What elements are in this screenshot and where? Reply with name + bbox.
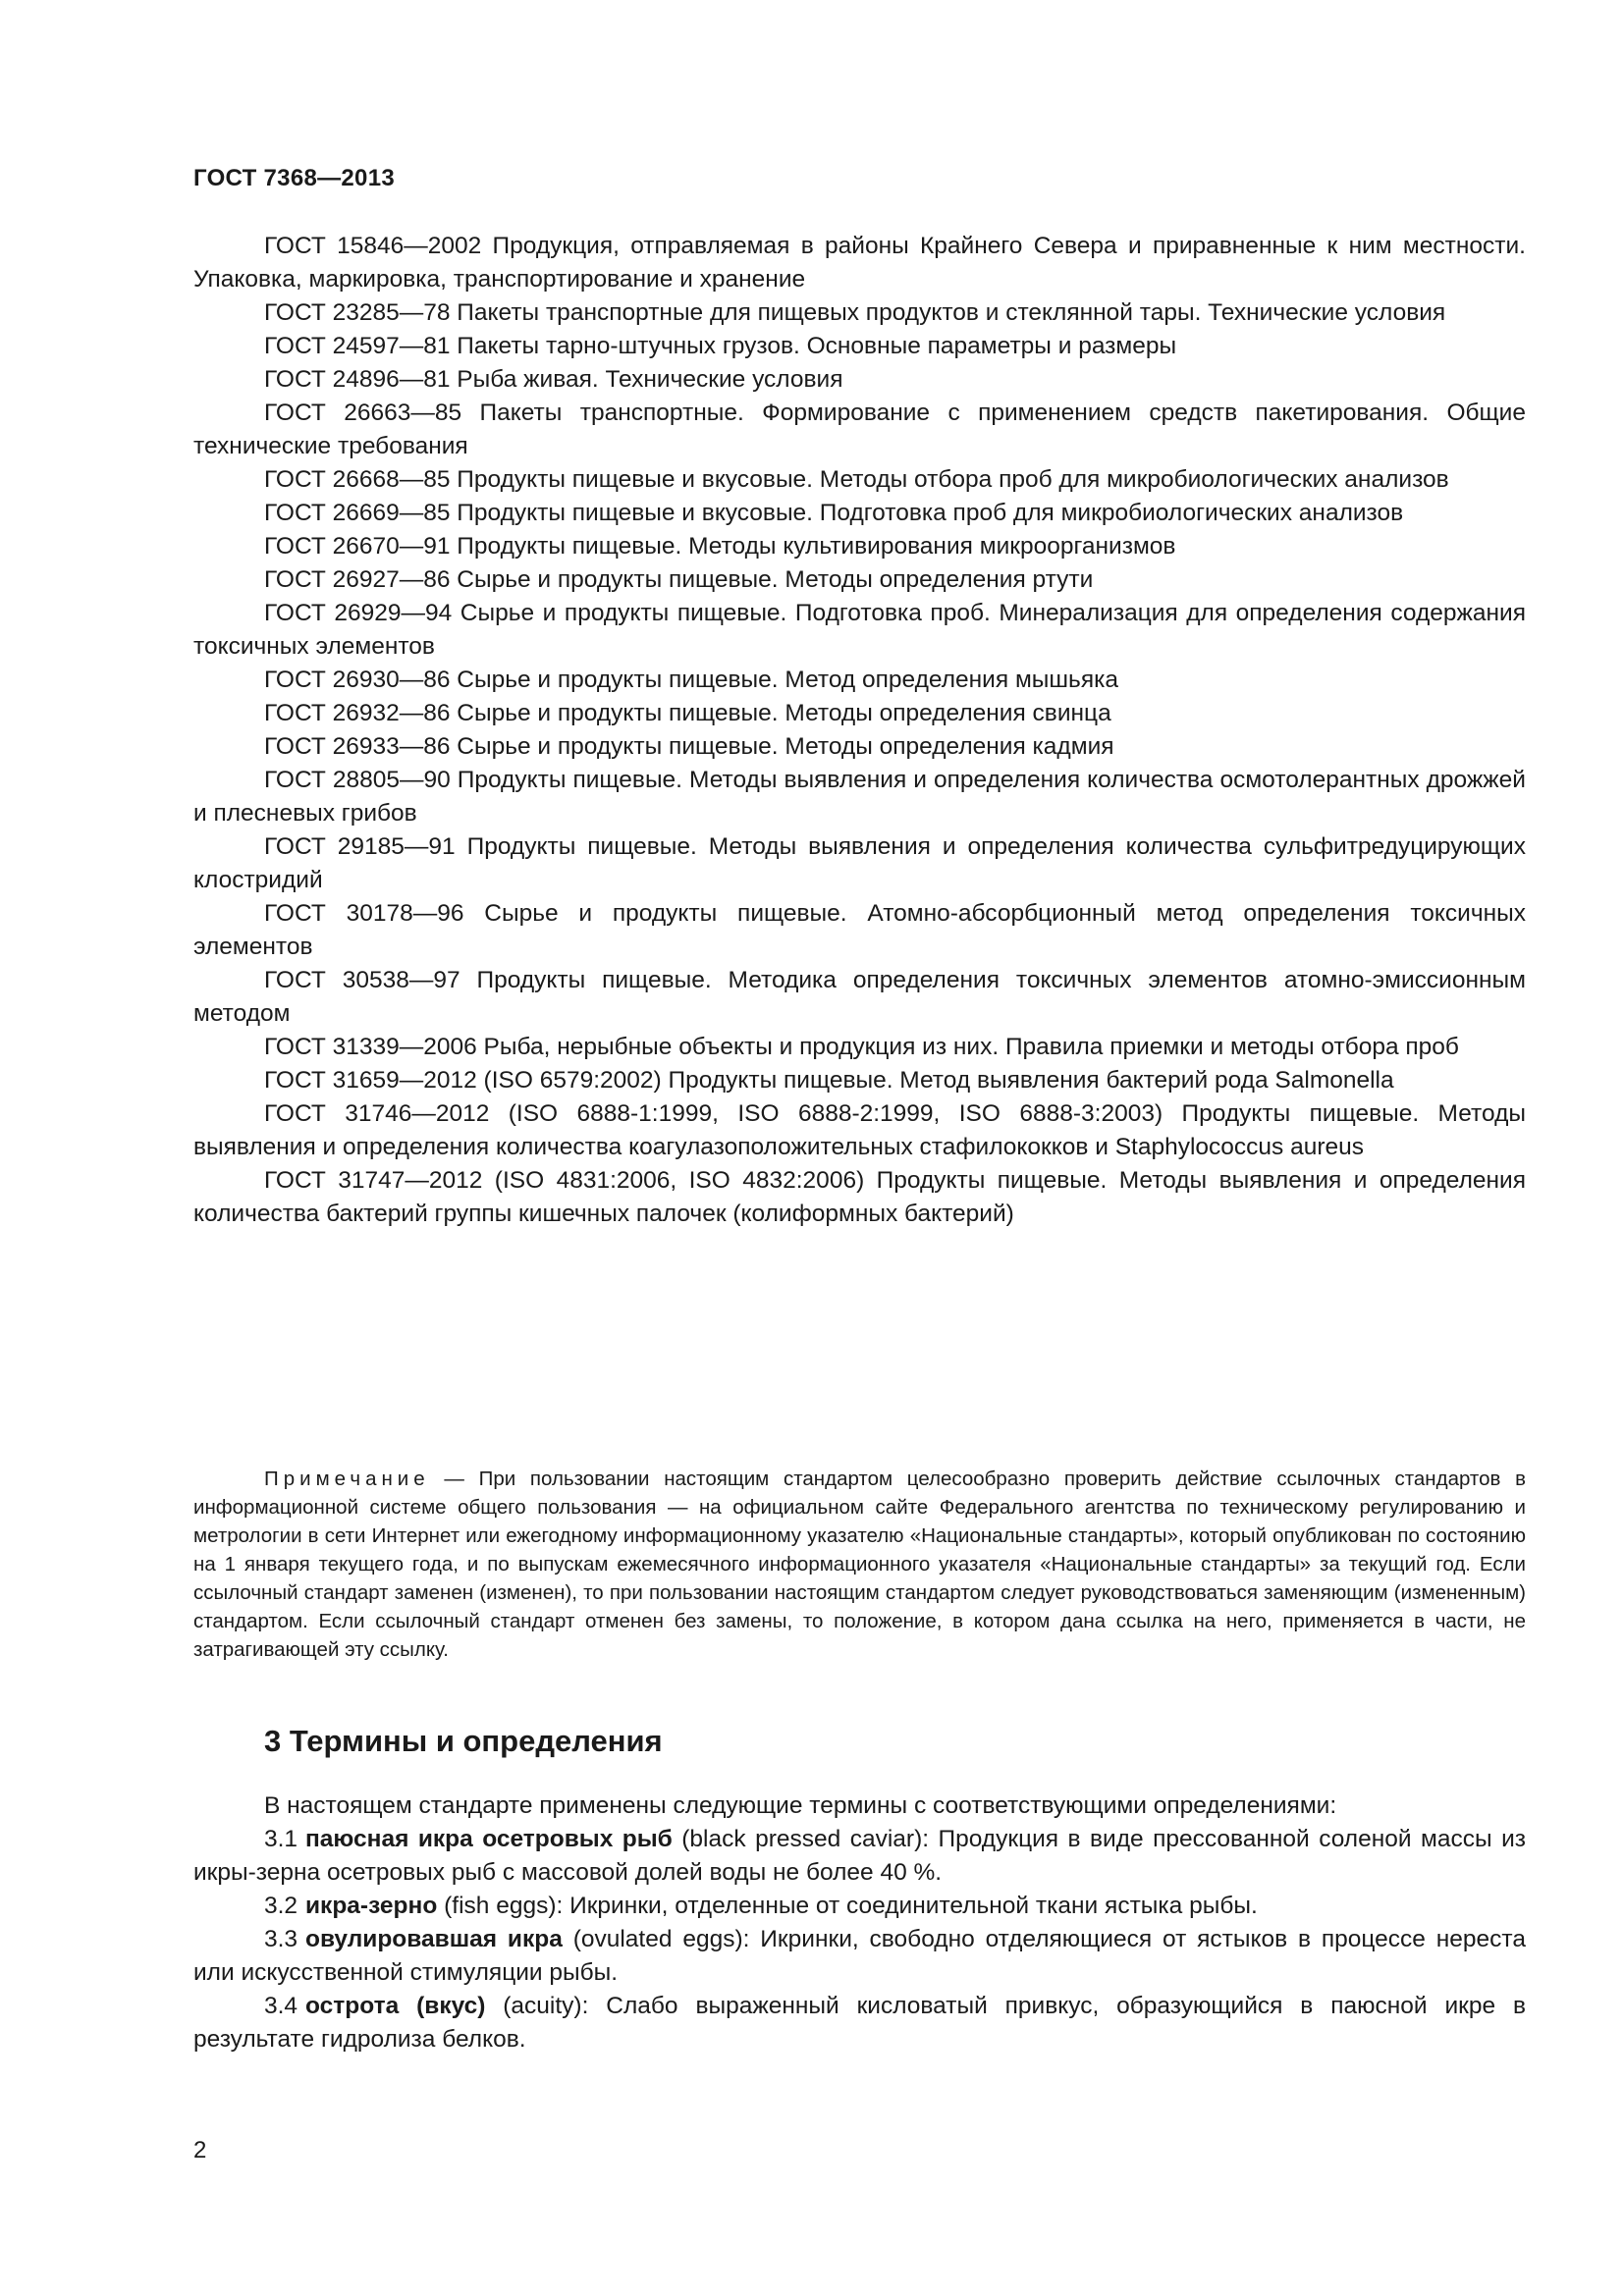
term-definition: (acuity): Слабо выраженный кисловатый привкус, образующийся в паюсной икре в результате гидролиза белков.: [193, 1993, 1526, 2053]
reference-item: ГОСТ 31659—2012 (ISO 6579:2002) Продукты пищевые. Метод выявления бактерий рода Salmonella: [264, 1067, 1394, 1094]
reference-item: ГОСТ 31339—2006 Рыба, нерыбные объекты и продукция из них. Правила приемки и методы отбора проб: [264, 1034, 1459, 1060]
reference-item: ГОСТ 26670—91 Продукты пищевые. Методы культивирования микроорганизмов: [264, 533, 1176, 560]
term-number: 3.2: [264, 1893, 298, 1919]
term-number: 3.4: [264, 1993, 298, 2019]
terms-list: [193, 1789, 1526, 2056]
document-header-code: ГОСТ 7368—2013: [193, 165, 396, 191]
reference-item: ГОСТ 26668—85 Продукты пищевые и вкусовые. Методы отбора проб для микробиологических анализов: [264, 466, 1449, 493]
note-paragraph: [193, 1465, 1526, 1664]
reference-item: ГОСТ 24597—81 Пакеты тарно-штучных грузов. Основные параметры и размеры: [264, 333, 1177, 359]
reference-item: ГОСТ 26930—86 Сырье и продукты пищевые. Метод определения мышьяка: [264, 667, 1118, 693]
reference-item: ГОСТ 28805—90 Продукты пищевые. Методы выявления и определения количества осмотолерантных дрожжей и плесневых грибов: [193, 767, 1526, 827]
reference-item: ГОСТ 30538—97 Продукты пищевые. Методика определения токсичных элементов атомно-эмиссионным методом: [193, 967, 1526, 1027]
term-item: [193, 1890, 1526, 1923]
term-item: [193, 1923, 1526, 1990]
reference-item: ГОСТ 26932—86 Сырье и продукты пищевые. Методы определения свинца: [264, 700, 1111, 726]
normative-references-list: [193, 230, 1526, 1231]
term-name: острота (вкус): [305, 1993, 486, 2019]
reference-item: ГОСТ 26663—85 Пакеты транспортные. Формирование с применением средств пакетирования. Общие технические требования: [193, 400, 1526, 459]
reference-item: ГОСТ 23285—78 Пакеты транспортные для пищевых продуктов и стеклянной тары. Технические условия: [264, 299, 1446, 326]
reference-item: ГОСТ 26927—86 Сырье и продукты пищевые. Методы определения ртути: [264, 566, 1094, 593]
reference-item: ГОСТ 31746—2012 (ISO 6888-1:1999, ISO 6888-2:1999, ISO 6888-3:2003) Продукты пищевые. Методы выявления и определения количества коагулазоположительных стафилококков и Staphylococcus aureus: [193, 1100, 1526, 1160]
term-name: икра-зерно: [305, 1893, 438, 1919]
reference-item: ГОСТ 31747—2012 (ISO 4831:2006, ISO 4832:2006) Продукты пищевые. Методы выявления и определения количества бактерий группы кишечных палочек (колиформных бактерий): [193, 1167, 1526, 1227]
reference-item: ГОСТ 24896—81 Рыба живая. Технические условия: [264, 366, 843, 393]
term-definition: (ovulated eggs): Икринки, свободно отделяющиеся от ястыков в процессе нереста или искусственной стимуляции рыбы.: [193, 1926, 1527, 1986]
term-item: [193, 1823, 1526, 1890]
note-text: — При пользовании настоящим стандартом целесообразно проверить действие ссылочных стандартов в информационной системе общего пользования — на официальном сайте Федерального агентства по техническому регулированию и метрологии в сети Интернет или ежегодному информационному указателю «Национальные стандарты», который опубликован по состоянию на 1 января текущего года, и по выпускам ежемесячного информационного указателя «Национальные стандарты» за текущий год. Если ссылочный стандарт заменен (изменен), то при пользовании настоящим стандартом следует руководствоваться заменяющим (измененным) стандартом. Если ссылочный стандарт отменен без замены, то положение, в котором дана ссылка на него, применяется в части, не затрагивающей эту ссылку.: [193, 1468, 1526, 1661]
reference-item: ГОСТ 29185—91 Продукты пищевые. Методы выявления и определения количества сульфитредуцирующих клостридий: [193, 833, 1526, 893]
note-label: Примечание: [264, 1468, 430, 1490]
term-definition: (black pressed caviar): Продукция в виде прессованной соленой массы из икры-зерна осетровых рыб с массовой долей воды не более 40 %.: [193, 1826, 1526, 1886]
reference-item: ГОСТ 30178—96 Сырье и продукты пищевые. Атомно-абсорбционный метод определения токсичных элементов: [193, 900, 1526, 960]
term-definition: (fish eggs): Икринки, отделенные от соединительной ткани ястыка рыбы.: [437, 1893, 1258, 1919]
terms-intro: В настоящем стандарте применены следующие термины с соответствующими определениями:: [264, 1792, 1337, 1819]
term-name: паюсная икра осетровых рыб: [305, 1826, 673, 1852]
reference-item: ГОСТ 26929—94 Сырье и продукты пищевые. Подготовка проб. Минерализация для определения содержания токсичных элементов: [193, 600, 1526, 660]
term-name: овулировавшая икра: [305, 1926, 563, 1952]
page-number: 2: [193, 2137, 207, 2163]
reference-item: ГОСТ 26933—86 Сырье и продукты пищевые. Методы определения кадмия: [264, 733, 1114, 760]
reference-item: ГОСТ 15846—2002 Продукция, отправляемая в районы Крайнего Севера и приравненные к ним местности. Упаковка, маркировка, транспортирование и хранение: [193, 233, 1526, 293]
term-item: [193, 1990, 1526, 2056]
section-heading: 3 Термины и определения: [264, 1724, 663, 1758]
note-block: [193, 1465, 1526, 1664]
reference-item: ГОСТ 26669—85 Продукты пищевые и вкусовые. Подготовка проб для микробиологических анализов: [264, 500, 1404, 526]
term-number: 3.3: [264, 1926, 298, 1952]
term-number: 3.1: [264, 1826, 298, 1852]
